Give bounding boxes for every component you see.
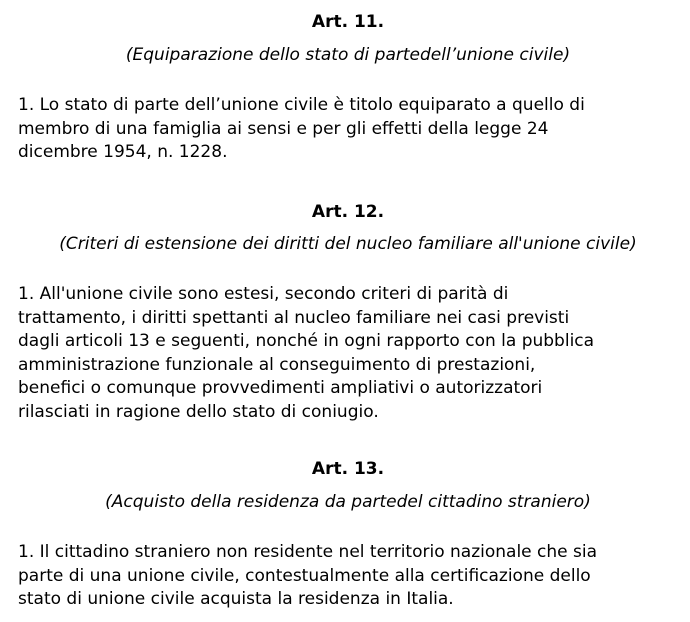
body-line: dagli articoli 13 e seguenti, nonché in ogni rapporto con la pubblica [18, 331, 595, 352]
article-subtitle: (Equiparazione dello stato di partedell’unione civile) [125, 45, 571, 65]
body-line: stato di unione civile acquista la residenza in Italia. [18, 589, 454, 610]
article-subtitle: (Criteri di estensione dei diritti del nucleo familiare all'unione civile) [59, 234, 637, 254]
article-body [18, 94, 688, 165]
body-line: membro di una famiglia ai sensi e per gli effetti della legge 24 [18, 118, 549, 139]
article-title: Art. 13. [311, 459, 385, 479]
body-line: parte di una unione civile, contestualmente alla certificazione dello [18, 565, 591, 586]
body-line: rilasciati in ragione dello stato di coniugio. [18, 401, 379, 422]
body-line: dicembre 1954, n. 1228. [18, 142, 228, 163]
article-title: Art. 11. [311, 12, 385, 32]
article-subtitle: (Acquisto della residenza da partedel cittadino straniero) [105, 492, 591, 512]
body-line: 1. All'unione civile sono estesi, secondo criteri di parità di [18, 284, 509, 304]
body-line: amministrazione funzionale al conseguimento di prestazioni, [18, 354, 536, 375]
body-line: benefici o comunque provvedimenti ampliativi o autorizzatori [18, 378, 543, 399]
article-body [18, 283, 688, 425]
body-line: 1. Il cittadino straniero non residente nel territorio nazionale che sia [18, 542, 598, 562]
body-line: trattamento, i diritti spettanti al nucleo familiare nei casi previsti [18, 307, 570, 328]
article-body [18, 541, 688, 612]
article-title: Art. 12. [311, 202, 385, 222]
body-line: 1. Lo stato di parte dell’unione civile è titolo equiparato a quello di [18, 95, 585, 115]
